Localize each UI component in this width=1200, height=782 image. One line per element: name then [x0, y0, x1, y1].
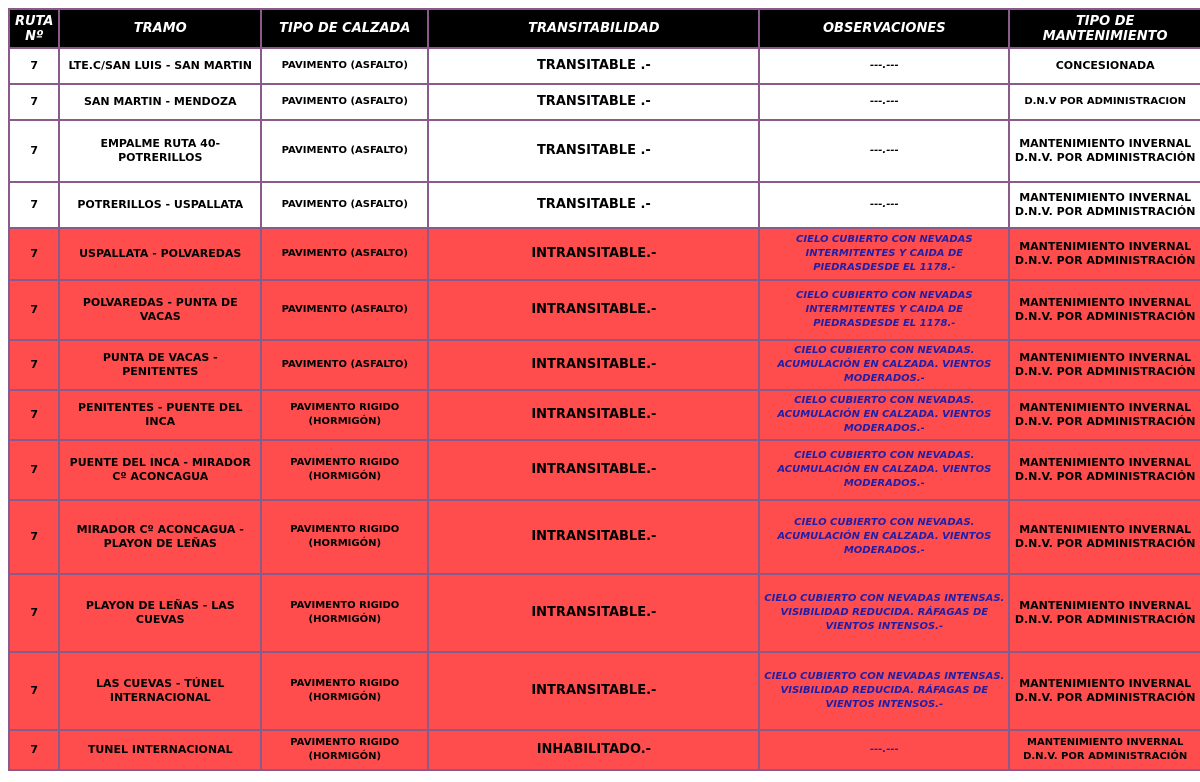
cell-transitabilidad: TRANSITABLE .-	[429, 183, 758, 227]
table-body	[10, 49, 1200, 769]
table-row	[10, 121, 1200, 181]
cell-ruta: 7	[10, 49, 58, 83]
cell-ruta: 7	[10, 731, 58, 769]
header-tipo-mantenimiento: TIPO DE MANTENIMIENTO	[1010, 10, 1200, 47]
table-row	[10, 501, 1200, 573]
cell-observaciones: ---.---	[760, 121, 1008, 181]
cell-ruta: 7	[10, 341, 58, 389]
cell-observaciones: ---.---	[760, 85, 1008, 119]
table-row	[10, 229, 1200, 279]
cell-tramo: SAN MARTIN - MENDOZA	[60, 85, 260, 119]
cell-ruta: 7	[10, 391, 58, 439]
cell-transitabilidad: INTRANSITABLE.-	[429, 391, 758, 439]
cell-tipo-mantenimiento: MANTENIMIENTO INVERNAL D.N.V. POR ADMINISTRACIÓN	[1010, 575, 1200, 651]
cell-transitabilidad: INTRANSITABLE.-	[429, 341, 758, 389]
cell-transitabilidad: INTRANSITABLE.-	[429, 441, 758, 499]
cell-transitabilidad: INTRANSITABLE.-	[429, 281, 758, 339]
cell-tipo-calzada: PAVIMENTO RIGIDO (HORMIGÓN)	[262, 441, 427, 499]
cell-tramo: MIRADOR Cº ACONCAGUA - PLAYON DE LEÑAS	[60, 501, 260, 573]
cell-ruta: 7	[10, 501, 58, 573]
header-transitabilidad: TRANSITABILIDAD	[429, 10, 758, 47]
cell-tipo-mantenimiento: D.N.V POR ADMINISTRACION	[1010, 85, 1200, 119]
cell-tramo: PUNTA DE VACAS - PENITENTES	[60, 341, 260, 389]
cell-tipo-mantenimiento: MANTENIMIENTO INVERNAL D.N.V. POR ADMINISTRACIÓN	[1010, 441, 1200, 499]
cell-tramo: PLAYON DE LEÑAS - LAS CUEVAS	[60, 575, 260, 651]
header-ruta: RUTA Nº	[10, 10, 58, 47]
cell-ruta: 7	[10, 441, 58, 499]
cell-transitabilidad: INHABILITADO.-	[429, 731, 758, 769]
cell-tramo: POTRERILLOS - USPALLATA	[60, 183, 260, 227]
cell-tipo-mantenimiento: MANTENIMIENTO INVERNAL D.N.V. POR ADMINISTRACIÓN	[1010, 341, 1200, 389]
cell-transitabilidad: INTRANSITABLE.-	[429, 653, 758, 729]
header-row	[10, 10, 1200, 47]
cell-tipo-calzada: PAVIMENTO RIGIDO (HORMIGÓN)	[262, 501, 427, 573]
cell-ruta: 7	[10, 85, 58, 119]
table-row	[10, 85, 1200, 119]
cell-tipo-calzada: PAVIMENTO (ASFALTO)	[262, 49, 427, 83]
cell-ruta: 7	[10, 281, 58, 339]
cell-tipo-calzada: PAVIMENTO RIGIDO (HORMIGÓN)	[262, 653, 427, 729]
header-tramo: TRAMO	[60, 10, 260, 47]
cell-transitabilidad: INTRANSITABLE.-	[429, 575, 758, 651]
cell-tramo: EMPALME RUTA 40-POTRERILLOS	[60, 121, 260, 181]
cell-tipo-calzada: PAVIMENTO (ASFALTO)	[262, 281, 427, 339]
cell-observaciones: ---.---	[760, 731, 1008, 769]
cell-tipo-mantenimiento: MANTENIMIENTO INVERNAL D.N.V. POR ADMINISTRACIÓN	[1010, 391, 1200, 439]
road-status-table-wrapper	[8, 8, 1200, 771]
cell-tramo: PUENTE DEL INCA - MIRADOR Cº ACONCAGUA	[60, 441, 260, 499]
road-status-table	[8, 8, 1200, 771]
cell-tipo-mantenimiento: MANTENIMIENTO INVERNAL D.N.V. POR ADMINISTRACIÓN	[1010, 731, 1200, 769]
cell-tipo-mantenimiento: MANTENIMIENTO INVERNAL D.N.V. POR ADMINISTRACIÓN	[1010, 121, 1200, 181]
cell-transitabilidad: INTRANSITABLE.-	[429, 501, 758, 573]
table-row	[10, 49, 1200, 83]
cell-tipo-mantenimiento: MANTENIMIENTO INVERNAL D.N.V. POR ADMINISTRACIÓN	[1010, 501, 1200, 573]
cell-observaciones: CIELO CUBIERTO CON NEVADAS. ACUMULACIÓN EN CALZADA. VIENTOS MODERADOS.-	[760, 341, 1008, 389]
cell-tramo: PENITENTES - PUENTE DEL INCA	[60, 391, 260, 439]
cell-observaciones: CIELO CUBIERTO CON NEVADAS INTENSAS. VISIBILIDAD REDUCIDA. RÁFAGAS DE VIENTOS INTENSOS.-	[760, 653, 1008, 729]
cell-tipo-calzada: PAVIMENTO RIGIDO (HORMIGÓN)	[262, 575, 427, 651]
cell-tipo-mantenimiento: CONCESIONADA	[1010, 49, 1200, 83]
table-row	[10, 441, 1200, 499]
cell-transitabilidad: INTRANSITABLE.-	[429, 229, 758, 279]
cell-tipo-calzada: PAVIMENTO (ASFALTO)	[262, 183, 427, 227]
header-tipo-calzada: TIPO DE CALZADA	[262, 10, 427, 47]
cell-transitabilidad: TRANSITABLE .-	[429, 121, 758, 181]
cell-tramo: LTE.C/SAN LUIS - SAN MARTIN	[60, 49, 260, 83]
cell-transitabilidad: TRANSITABLE .-	[429, 85, 758, 119]
cell-observaciones: ---.---	[760, 49, 1008, 83]
table-row	[10, 391, 1200, 439]
cell-tipo-calzada: PAVIMENTO (ASFALTO)	[262, 229, 427, 279]
cell-tramo: POLVAREDAS - PUNTA DE VACAS	[60, 281, 260, 339]
cell-observaciones: CIELO CUBIERTO CON NEVADAS INTERMITENTES Y CAIDA DE PIEDRASDESDE EL 1178.-	[760, 281, 1008, 339]
cell-tipo-calzada: PAVIMENTO RIGIDO (HORMIGÓN)	[262, 391, 427, 439]
cell-observaciones: ---.---	[760, 183, 1008, 227]
cell-tramo: USPALLATA - POLVAREDAS	[60, 229, 260, 279]
table-row	[10, 341, 1200, 389]
table-row	[10, 653, 1200, 729]
cell-tramo: TUNEL INTERNACIONAL	[60, 731, 260, 769]
cell-tipo-calzada: PAVIMENTO RIGIDO (HORMIGÓN)	[262, 731, 427, 769]
cell-tipo-mantenimiento: MANTENIMIENTO INVERNAL D.N.V. POR ADMINISTRACIÓN	[1010, 183, 1200, 227]
cell-observaciones: CIELO CUBIERTO CON NEVADAS. ACUMULACIÓN EN CALZADA. VIENTOS MODERADOS.-	[760, 391, 1008, 439]
cell-observaciones: CIELO CUBIERTO CON NEVADAS. ACUMULACIÓN EN CALZADA. VIENTOS MODERADOS.-	[760, 501, 1008, 573]
cell-observaciones: CIELO CUBIERTO CON NEVADAS. ACUMULACIÓN EN CALZADA. VIENTOS MODERADOS.-	[760, 441, 1008, 499]
cell-tipo-calzada: PAVIMENTO (ASFALTO)	[262, 85, 427, 119]
cell-tipo-calzada: PAVIMENTO (ASFALTO)	[262, 341, 427, 389]
table-row	[10, 731, 1200, 769]
header-observaciones: OBSERVACIONES	[760, 10, 1008, 47]
cell-ruta: 7	[10, 229, 58, 279]
cell-tipo-mantenimiento: MANTENIMIENTO INVERNAL D.N.V. POR ADMINISTRACIÓN	[1010, 653, 1200, 729]
table-row	[10, 183, 1200, 227]
cell-ruta: 7	[10, 653, 58, 729]
cell-transitabilidad: TRANSITABLE .-	[429, 49, 758, 83]
cell-tramo: LAS CUEVAS - TÚNEL INTERNACIONAL	[60, 653, 260, 729]
cell-ruta: 7	[10, 183, 58, 227]
cell-tipo-mantenimiento: MANTENIMIENTO INVERNAL D.N.V. POR ADMINISTRACIÓN	[1010, 281, 1200, 339]
cell-tipo-calzada: PAVIMENTO (ASFALTO)	[262, 121, 427, 181]
table-row	[10, 281, 1200, 339]
cell-observaciones: CIELO CUBIERTO CON NEVADAS INTERMITENTES Y CAIDA DE PIEDRASDESDE EL 1178.-	[760, 229, 1008, 279]
cell-tipo-mantenimiento: MANTENIMIENTO INVERNAL D.N.V. POR ADMINISTRACIÓN	[1010, 229, 1200, 279]
table-row	[10, 575, 1200, 651]
cell-ruta: 7	[10, 575, 58, 651]
cell-ruta: 7	[10, 121, 58, 181]
cell-observaciones: CIELO CUBIERTO CON NEVADAS INTENSAS. VISIBILIDAD REDUCIDA. RÁFAGAS DE VIENTOS INTENSOS.-	[760, 575, 1008, 651]
